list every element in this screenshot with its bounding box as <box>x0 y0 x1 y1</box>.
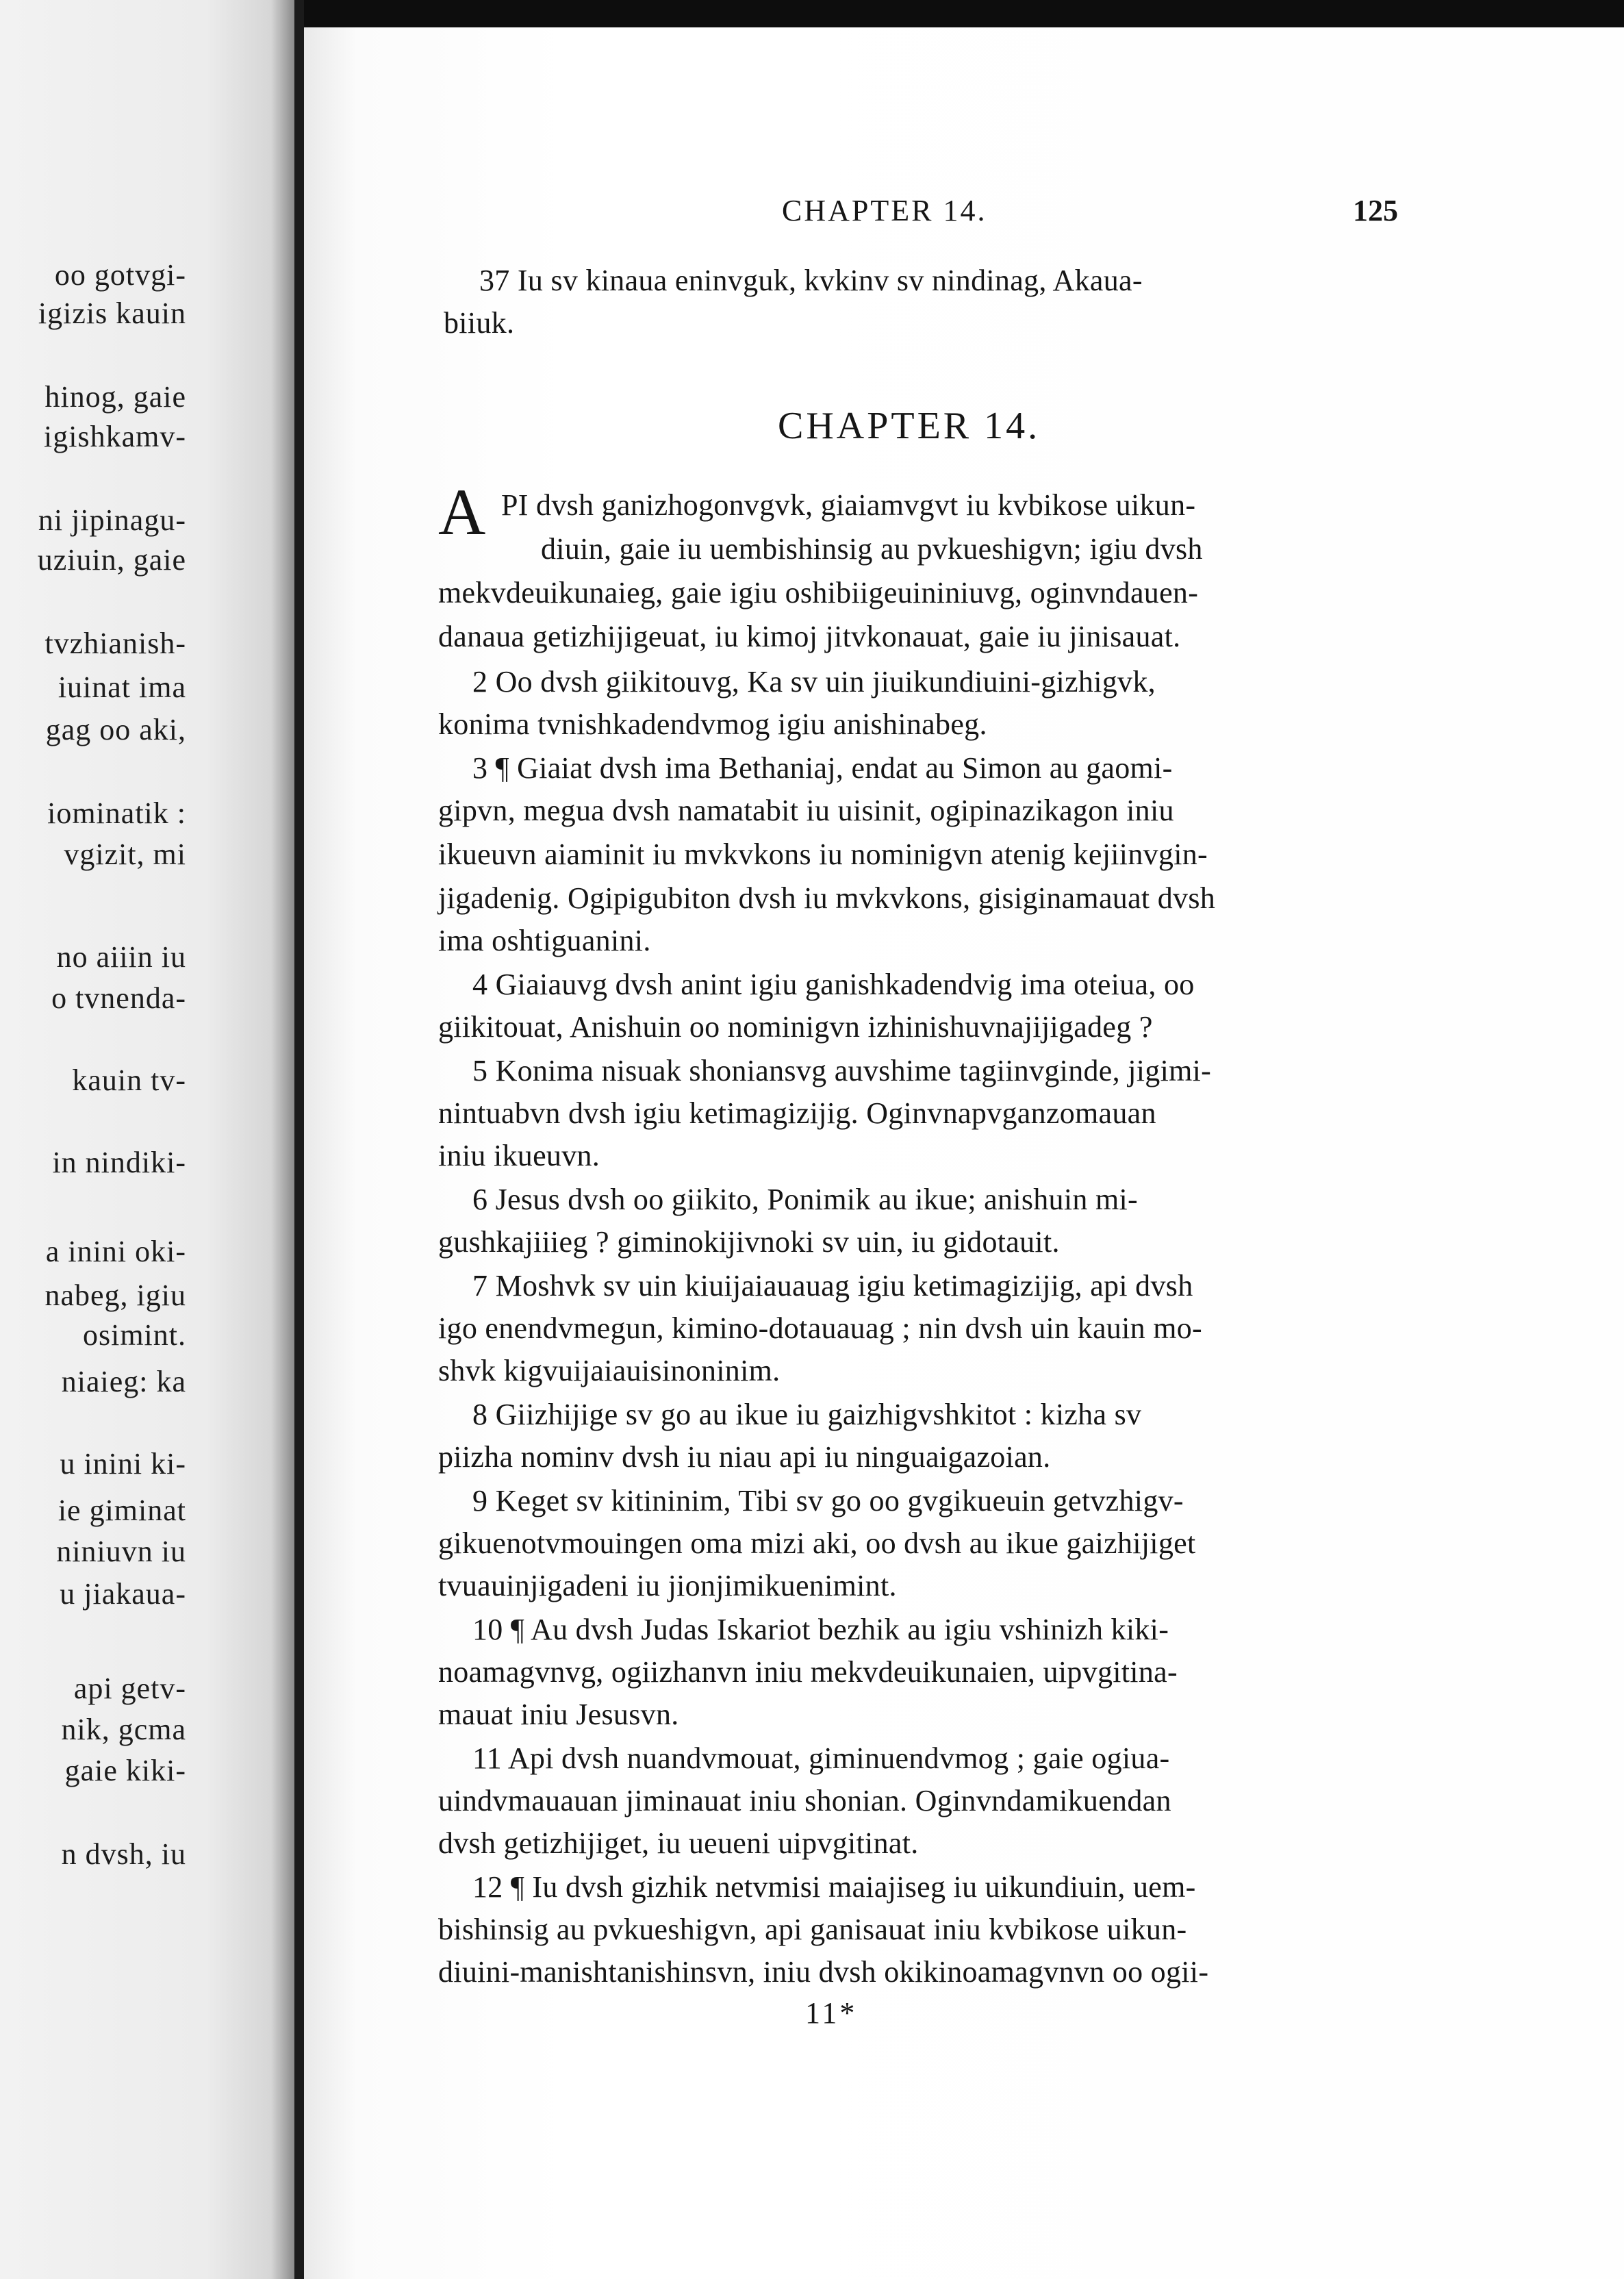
left-page-line: gaie kiki- <box>64 1754 186 1787</box>
left-page-line: uziuin, gaie <box>37 543 186 577</box>
left-page-line: hinog, gaie <box>45 380 186 414</box>
text-line: noamagvnvg, ogiizhanvn iniu mekvdeuikunaien, uipvgitina- <box>438 1655 1178 1689</box>
text-line: 12 ¶ Iu dvsh gizhik netvmisi maiajiseg iu uikundiuin, uem- <box>472 1870 1196 1904</box>
chapter-heading: CHAPTER 14. <box>778 405 1041 447</box>
text-line: gushkajiiieg ? giminokijivnoki sv uin, iu gidotauit. <box>438 1225 1060 1259</box>
text-line: 11 Api dvsh nuandvmouat, giminuendvmog ; gaie ogiua- <box>472 1741 1170 1775</box>
text-line: 37 Iu sv kinaua eninvguk, kvkinv sv nindinag, Akaua- <box>479 264 1143 297</box>
left-page-line: kauin tv- <box>72 1063 186 1097</box>
left-page-line: oo gotvgi- <box>54 258 186 292</box>
text-line: mekvdeuikunaieg, gaie igiu oshibiigeuininiuvg, oginvndauen- <box>438 576 1199 609</box>
left-page-line: igizis kauin <box>38 297 186 330</box>
text-line: ima oshtiguanini. <box>438 924 651 957</box>
text-line: diuin, gaie iu uembishinsig au pvkueshigvn; igiu dvsh <box>541 532 1203 566</box>
text-line: 9 Keget sv kitininim, Tibi sv go oo gvgikueuin getvzhigv- <box>472 1484 1184 1518</box>
text-line: gipvn, megua dvsh namatabit iu uisinit, ogipinazikagon iniu <box>438 794 1174 827</box>
left-page-line: iominatik : <box>47 796 186 830</box>
left-page-line: nabeg, igiu <box>45 1279 186 1312</box>
text-line: iniu ikueuvn. <box>438 1139 600 1172</box>
signature-mark: 11* <box>805 1996 858 2030</box>
text-line: 10 ¶ Au dvsh Judas Iskariot bezhik au igiu vshinizh kiki- <box>472 1613 1169 1646</box>
left-page-line: u inini ki- <box>60 1447 186 1481</box>
text-line: jigadenig. Ogipigubiton dvsh iu mvkvkons, gisiginamauat dvsh <box>438 881 1216 915</box>
left-page-line: iuinat ima <box>58 670 186 704</box>
left-page-line: o tvnenda- <box>51 981 186 1015</box>
drop-cap: A <box>438 475 486 549</box>
text-line: gikuenotvmouingen oma mizi aki, oo dvsh au ikue gaizhijiget <box>438 1526 1196 1560</box>
text-line: igo enendvmegun, kimino-dotauauag ; nin dvsh uin kauin mo- <box>438 1311 1203 1345</box>
text-line: 6 Jesus dvsh oo giikito, Ponimik au ikue; anishuin mi- <box>472 1183 1138 1216</box>
text-line: 8 Giizhijige sv go au ikue iu gaizhigvshkitot : kizha sv <box>472 1398 1142 1431</box>
text-line: nintuabvn dvsh igiu ketimagizijig. Oginvnapvganzomauan <box>438 1096 1156 1130</box>
left-page-line: niniuvn iu <box>56 1535 186 1568</box>
text-line: mauat iniu Jesusvn. <box>438 1698 679 1731</box>
text-line: diuini-manishtanishinsvn, iniu dvsh okikinoamagvnvn oo ogii- <box>438 1955 1209 1989</box>
left-page-line: niaieg: ka <box>61 1365 186 1398</box>
left-page-line: tvzhianish- <box>45 627 186 660</box>
text-line: 2 Oo dvsh giikitouvg, Ka sv uin jiuikundiuini-gizhigvk, <box>472 665 1156 698</box>
text-line: shvk kigvuijaiauisinoninim. <box>438 1354 781 1387</box>
text-line: bishinsig au pvkueshigvn, api ganisauat iniu kvbikose uikun- <box>438 1913 1187 1946</box>
left-page-line: n dvsh, iu <box>61 1837 186 1871</box>
text-line: PI dvsh ganizhogonvgvk, giaiamvgvt iu kvbikose uikun- <box>501 488 1196 522</box>
page-number: 125 <box>1353 194 1398 227</box>
left-page-line: no aiiin iu <box>56 940 186 974</box>
text-line: uindvmauauan jiminauat iniu shonian. Oginvndamikuendan <box>438 1784 1171 1817</box>
text-line: 4 Giaiauvg dvsh anint igiu ganishkadendvig ima oteiua, oo <box>472 968 1195 1001</box>
text-line: 5 Konima nisuak shoniansvg auvshime tagiinvginde, jigimi- <box>472 1054 1212 1087</box>
text-line: 7 Moshvk sv uin kiuijaiauauag igiu ketimagizijig, api dvsh <box>472 1269 1193 1302</box>
text-line: ikueuvn aiaminit iu mvkvkons iu nominigvn atenig kejiinvgin- <box>438 838 1208 871</box>
left-page-line: igishkamv- <box>44 420 186 453</box>
text-line: danaua getizhijigeuat, iu kimoj jitvkonauat, gaie iu jinisauat. <box>438 620 1181 653</box>
left-page-line: u jiakaua- <box>60 1577 186 1611</box>
left-page-line: a inini oki- <box>45 1235 186 1268</box>
text-line: biiuk. <box>444 306 515 340</box>
left-page-line: ni jipinagu- <box>38 503 186 537</box>
left-page <box>0 0 294 2279</box>
text-line: piizha nominv dvsh iu niau api iu ninguaigazoian. <box>438 1440 1051 1474</box>
left-page-line: ie giminat <box>58 1494 186 1527</box>
text-line: konima tvnishkadendvmog igiu anishinabeg. <box>438 707 987 741</box>
book-gutter <box>294 0 304 2279</box>
running-head: CHAPTER 14. <box>782 194 987 227</box>
left-page-line: osimint. <box>82 1318 186 1352</box>
left-page-line: nik, gcma <box>61 1713 186 1746</box>
left-page-line: vgizit, mi <box>64 838 186 871</box>
text-line: tvuauinjigadeni iu jionjimikuenimint. <box>438 1569 897 1602</box>
left-page-line: api getv- <box>73 1672 186 1705</box>
text-line: 3 ¶ Giaiat dvsh ima Bethaniaj, endat au Simon au gaomi- <box>472 751 1173 785</box>
left-page-line: gag oo aki, <box>45 713 186 746</box>
text-line: giikitouat, Anishuin oo nominigvn izhinishuvnajijigadeg ? <box>438 1010 1153 1044</box>
scan-edge-shadow <box>304 0 1624 27</box>
text-line: dvsh getizhijiget, iu ueueni uipvgitinat. <box>438 1826 919 1860</box>
left-page-line: in nindiki- <box>52 1146 186 1179</box>
